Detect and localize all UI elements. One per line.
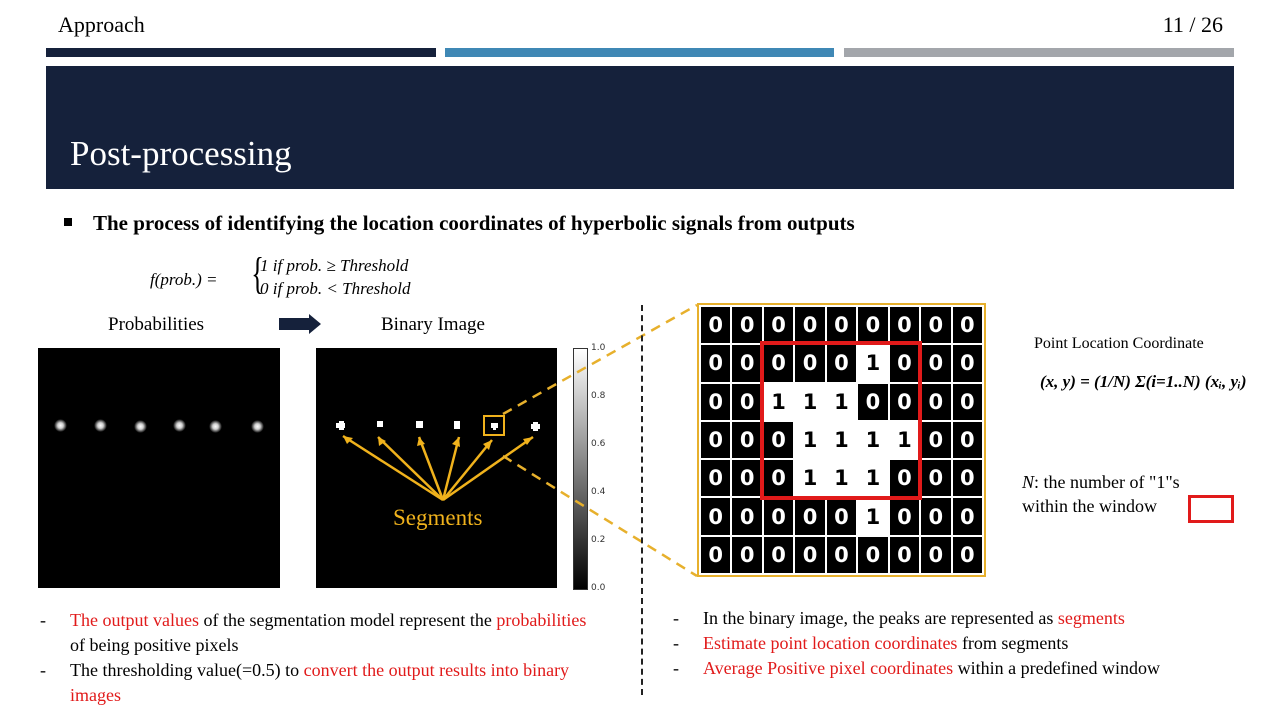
colorbar-tick: 0.8 [591,391,606,401]
brace-icon: { [251,249,264,298]
grid-cell: 0 [858,537,887,573]
n-symbol: N [1022,472,1035,492]
note-dash: - [40,660,46,680]
note-dash: - [40,610,46,630]
grid-cell: 1 [858,460,887,496]
grid-cell: 1 [795,384,824,420]
note-highlight: Average Positive pixel coordinates [703,658,954,678]
grid-cell: 1 [858,498,887,534]
colorbar-tick: 0.2 [591,535,606,545]
colorbar-tick: 0.0 [591,583,606,593]
colorbar-tick: 0.4 [591,487,606,497]
grid-cell: 0 [953,422,982,458]
centroid-formula: (x, y) = (1/N) Σ(i=1..N) (xᵢ, yᵢ) [1040,372,1247,391]
grid-cell: 0 [764,307,793,343]
note-text: The thresholding value(=0.5) to [70,660,304,680]
grid-cell: 0 [827,498,856,534]
grid-cell: 0 [732,345,761,381]
n-definition-line2: within the window [1022,496,1157,516]
grid-cell: 0 [732,460,761,496]
grid-cell: 0 [795,498,824,534]
section-label: Approach [58,12,145,37]
colorbar-tick: 1.0 [591,343,606,353]
grid-cell: 0 [890,537,919,573]
window-box [760,341,922,500]
grid-cell: 0 [921,422,950,458]
note-highlight: segments [1057,608,1125,628]
grid-cell: 0 [921,307,950,343]
point-location-label: Point Location Coordinate [1034,335,1204,352]
grid-cell: 0 [921,345,950,381]
grid-cell: 1 [795,460,824,496]
note-highlight: probabilities [496,610,587,630]
grid-cell: 1 [827,460,856,496]
grid-cell: 0 [764,422,793,458]
left-notes [40,608,600,708]
grid-cell: 0 [764,498,793,534]
note-item [673,631,1233,656]
note-highlight: Estimate point location coordinates [703,633,958,653]
grid-cell: 0 [795,537,824,573]
formula-lhs: f(prob.) = [150,270,218,289]
grid-cell: 0 [953,345,982,381]
grid-cell: 0 [701,460,730,496]
note-item [40,658,600,708]
note-text: of being positive pixels [70,635,239,655]
grid-cell: 0 [701,384,730,420]
slide-title: Post-processing [70,134,292,173]
probabilities-label: Probabilities [108,314,205,335]
formula-case-2: 0 if prob. < Threshold [260,279,411,298]
grid-cell: 0 [953,498,982,534]
grid-cell: 1 [890,422,919,458]
binary-image-label: Binary Image [381,314,485,335]
grid-cell: 0 [764,345,793,381]
note-dash: - [673,608,679,628]
grid-cell: 0 [858,307,887,343]
grid-cell: 0 [827,345,856,381]
note-text: In the binary image, the peaks are represented as [703,608,1058,628]
grid-cell: 0 [827,307,856,343]
grid-cell: 0 [890,345,919,381]
note-dash: - [673,633,679,653]
grid-cell: 0 [858,384,887,420]
grid-cell: 0 [921,384,950,420]
grid-cell: 0 [921,498,950,534]
grid-cell: 1 [795,422,824,458]
page-number: 11 / 26 [1162,12,1223,37]
grid-cell: 0 [890,307,919,343]
formula-case-1: 1 if prob. ≥ Threshold [260,256,409,275]
right-notes [673,606,1233,681]
grid-cell: 0 [953,537,982,573]
grid-cell: 0 [953,384,982,420]
grid-cell: 0 [921,460,950,496]
grid-cell: 0 [921,537,950,573]
n-definition-line1: : the number of "1"s [1034,472,1180,492]
grid-cell: 0 [953,460,982,496]
grid-cell: 0 [732,498,761,534]
grid-cell: 0 [732,384,761,420]
note-item [673,656,1233,681]
grid-cell: 0 [795,345,824,381]
grid-cell: 0 [732,422,761,458]
note-highlight: The output values [70,610,199,630]
grid-cell: 1 [858,345,887,381]
window-legend-box [1188,495,1234,523]
grid-cell: 0 [701,422,730,458]
grid-cell: 1 [858,422,887,458]
note-item [40,608,600,658]
note-item [673,606,1233,631]
segments-label: Segments [393,505,483,530]
grid-cell: 1 [827,384,856,420]
grid-cell: 0 [890,498,919,534]
grid-cell: 1 [827,422,856,458]
note-text: within a predefined window [953,658,1161,678]
grid-cell: 0 [890,460,919,496]
main-bullet: The process of identifying the location coordinates of hyperbolic signals from outputs [93,211,855,235]
grid-cell: 0 [701,307,730,343]
grid-cell: 0 [795,307,824,343]
grid-cell: 0 [732,307,761,343]
grid-cell: 0 [953,307,982,343]
grid-cell: 0 [764,460,793,496]
note-text: of the segmentation model represent the [198,610,497,630]
grid-cell: 0 [701,537,730,573]
note-text: from segments [957,633,1069,653]
n-definition [1022,470,1180,518]
grid-cell: 0 [890,384,919,420]
colorbar-tick: 0.6 [591,439,606,449]
grid-cell: 0 [827,537,856,573]
grid-cell: 1 [764,384,793,420]
note-highlight: convert the output results into binary images [70,660,570,705]
note-dash: - [673,658,679,678]
grid-cell: 0 [764,537,793,573]
grid-cell: 0 [701,345,730,381]
vertical-divider [641,305,643,695]
grid-cell: 0 [732,537,761,573]
grid-cell: 0 [701,498,730,534]
